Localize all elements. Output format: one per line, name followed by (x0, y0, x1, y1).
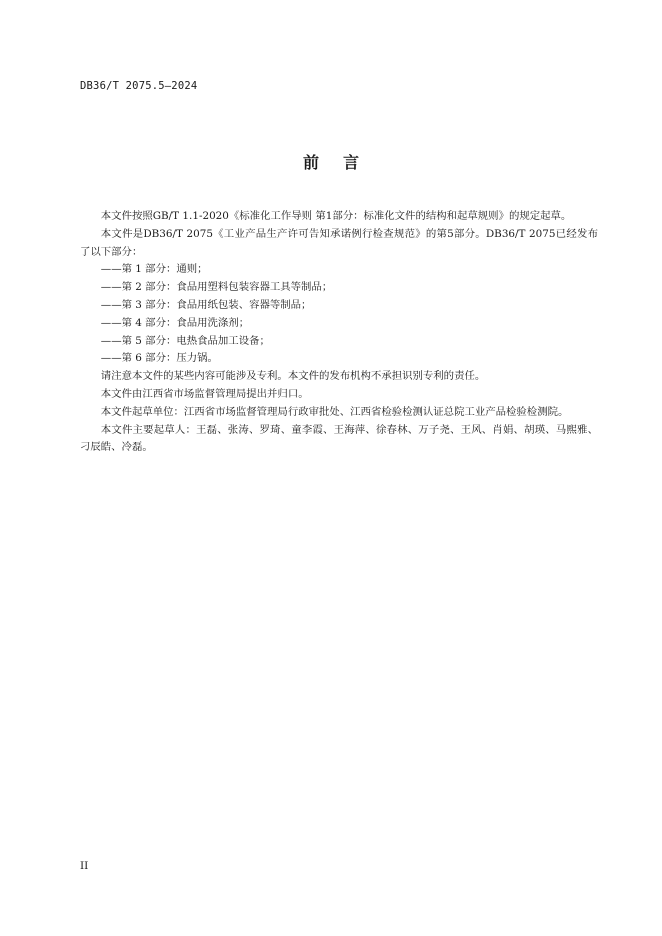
paragraph-drafting-rules: 本文件按照GB/T 1.1-2020《标准化工作导则 第1部分：标准化文件的结构和起草规则》的规定起草。 (100, 210, 572, 222)
parts-list (80, 261, 598, 368)
list-item: ——第 2 部分：食品用塑料包装容器工具等制品； (100, 281, 333, 294)
list-item: ——第 5 部分：电热食品加工设备； (100, 334, 270, 347)
paragraph-series-intro: 本文件是DB36/T 2075《工业产品生产许可告知承诺例行检查规范》的第5部分。DB36/T 2075已经发布了以下部分： (80, 227, 598, 258)
paragraph-proposer: 本文件由江西省市场监督管理局提出并归口。 (100, 387, 309, 400)
standard-code: DB36/T 2075.5—2024 (80, 80, 198, 92)
paragraph-drafting-units: 本文件起草单位：江西省市场监督管理局行政审批处、江西省检验检测认证总院工业产品检验检测院。 (100, 405, 569, 418)
list-item: ——第 6 部分：压力锅。 (100, 352, 218, 365)
paragraph-drafters: 本文件主要起草人：王磊、张涛、罗琦、童李霞、王海萍、徐春林、万子尧、王风、肖娟、胡瑛、马熙雅、刁辰皓、冷磊。 (80, 423, 598, 454)
list-item: ——第 3 部分：食品用纸包装、容器等制品； (100, 298, 312, 311)
list-item: ——第 1 部分：通则； (100, 263, 208, 276)
list-item: ——第 4 部分：食品用洗涤剂； (100, 316, 250, 329)
paragraph-patent-notice: 请注意本文件的某些内容可能涉及专利。本文件的发布机构不承担识别专利的责任。 (100, 370, 486, 383)
page-number: II (80, 860, 89, 872)
section-title-foreword: 前言 (302, 153, 383, 172)
foreword-body (80, 208, 598, 457)
